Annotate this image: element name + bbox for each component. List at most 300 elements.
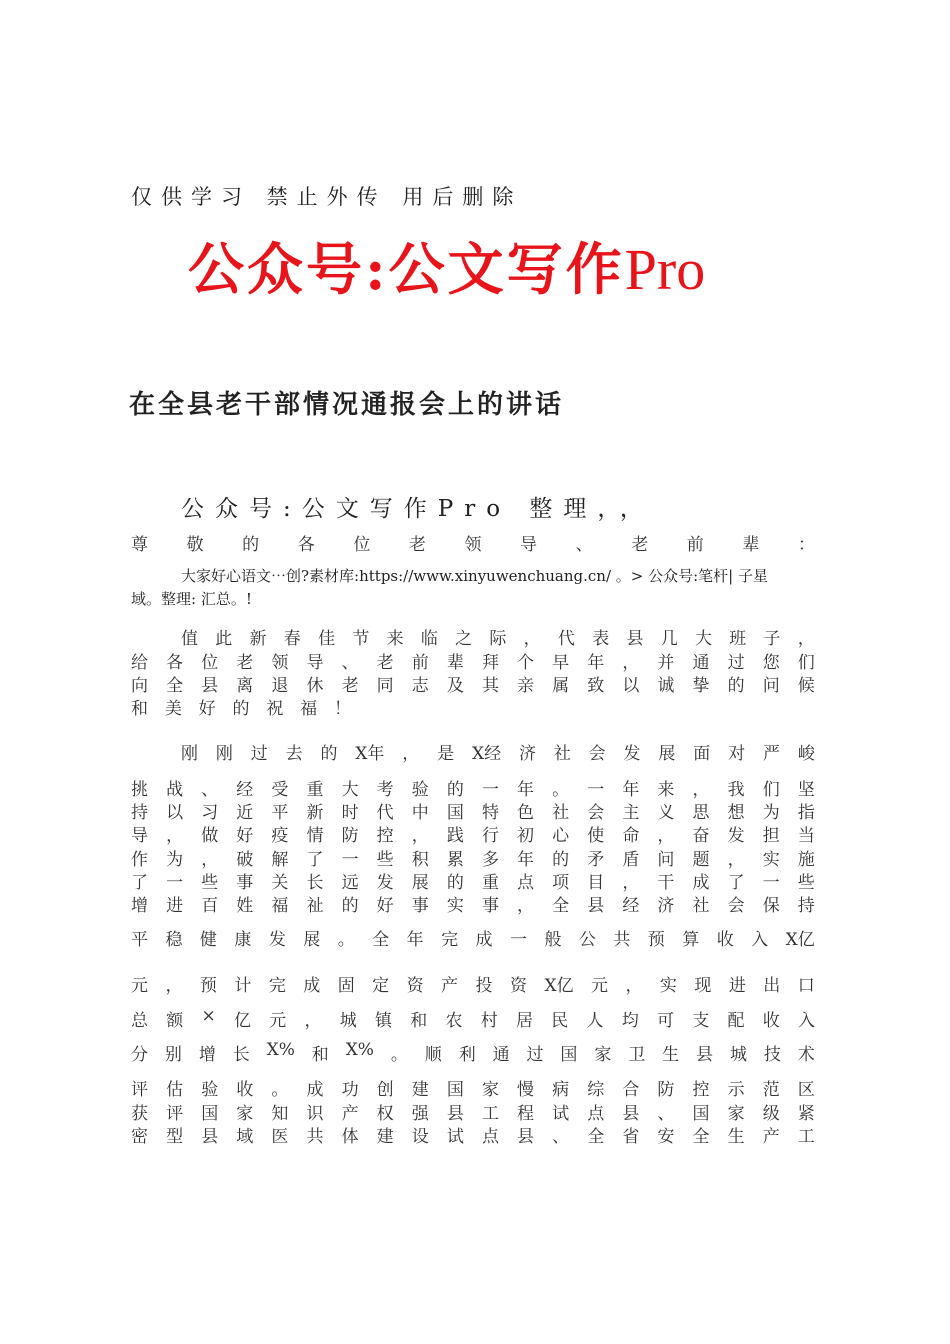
line-char: 我 — [727, 780, 745, 800]
line-char: 思 — [692, 803, 710, 823]
line-char: 共 — [613, 930, 631, 950]
line-char: 百 — [201, 896, 219, 916]
line-char: 验 — [411, 780, 429, 800]
line-char: 向 — [131, 676, 148, 696]
line-char: 初 — [517, 826, 535, 846]
line-char: 知 — [271, 1104, 289, 1124]
line-char: 祉 — [306, 896, 324, 916]
line-char: ， — [797, 629, 815, 649]
line-char: 是 — [437, 744, 455, 764]
line-char: 各 — [166, 653, 184, 673]
line-char: 当 — [797, 826, 815, 846]
line-char: 进 — [728, 976, 746, 996]
line-char: X亿 — [785, 930, 815, 950]
line-char: 平 — [131, 930, 148, 950]
line-char: 建 — [376, 1127, 394, 1147]
line-char: 领 — [464, 535, 482, 555]
line-char: 退 — [271, 676, 289, 696]
line-char: 关 — [271, 873, 289, 893]
line-char: 各 — [297, 535, 315, 555]
line-char: 县 — [446, 1104, 464, 1124]
line-char: 安 — [657, 1127, 675, 1147]
line-char: 的 — [446, 873, 464, 893]
line-char: 农 — [445, 1011, 463, 1031]
line-char: 的 — [242, 535, 260, 555]
line-char: 早 — [552, 653, 570, 673]
line-char: 人 — [586, 1011, 604, 1031]
line-char: 评 — [131, 1080, 148, 1100]
line-char: 的 — [232, 699, 250, 719]
line-char: 实 — [762, 850, 780, 870]
line-char: 实 — [659, 976, 677, 996]
body-line — [131, 775, 815, 800]
line-char: 践 — [446, 826, 464, 846]
line-char: 全 — [587, 1127, 605, 1147]
line-char: 范 — [762, 1080, 780, 1100]
line-char: 想 — [727, 803, 745, 823]
line-char: 心 — [552, 826, 570, 846]
line-char: 成 — [475, 930, 493, 950]
line-char: 成 — [306, 1080, 324, 1100]
line-char: 均 — [621, 1011, 639, 1031]
line-char: 事 — [481, 896, 499, 916]
line-char: 紧 — [797, 1104, 815, 1124]
line-char: 以 — [622, 676, 640, 696]
line-char: 年 — [587, 653, 605, 673]
line-char: 们 — [797, 653, 815, 673]
line-char: 发 — [623, 744, 641, 764]
line-char: 位 — [353, 535, 371, 555]
line-char: 权 — [376, 1104, 394, 1124]
line-char: 姓 — [236, 896, 254, 916]
line-char: 解 — [271, 850, 289, 870]
line-char: 算 — [682, 930, 700, 950]
line-char: 施 — [797, 850, 815, 870]
line-char: 义 — [657, 803, 675, 823]
body-line — [131, 971, 815, 996]
line-char: 中 — [411, 803, 429, 823]
line-char: 习 — [201, 803, 219, 823]
line-char: 亿 — [234, 1011, 251, 1031]
line-char: 担 — [762, 826, 780, 846]
line-char: 主 — [622, 803, 640, 823]
line-char: 之 — [455, 629, 473, 649]
line-char: 情 — [306, 826, 324, 846]
line-char: 发 — [268, 930, 286, 950]
line-char: 做 — [201, 826, 219, 846]
line-char: 发 — [376, 873, 394, 893]
line-char: 县 — [517, 1127, 535, 1147]
line-char: 设 — [411, 1127, 429, 1147]
line-char: 几 — [660, 629, 678, 649]
line-char: 行 — [481, 826, 499, 846]
line-char: 。 — [390, 1045, 408, 1065]
line-char: 。 — [337, 930, 355, 950]
line-char: 和 — [131, 699, 148, 719]
brand-banner — [188, 226, 705, 306]
line-char: 值 — [181, 629, 198, 649]
line-char: 离 — [236, 676, 254, 696]
body-line — [131, 821, 815, 846]
line-char: 破 — [236, 850, 254, 870]
line-char: 试 — [552, 1104, 570, 1124]
line-char: 战 — [166, 780, 184, 800]
line-char: 佳 — [318, 629, 336, 649]
line-char: 刚 — [181, 744, 198, 764]
line-char: 出 — [763, 976, 781, 996]
line-char: 成 — [692, 873, 710, 893]
line-char: 额 — [166, 1011, 184, 1031]
line-char: 、 — [575, 535, 593, 555]
line-char: 干 — [657, 873, 675, 893]
line-char: 近 — [236, 803, 254, 823]
line-char: X经 — [471, 744, 502, 764]
line-char: 卫 — [628, 1045, 646, 1065]
line-char: 保 — [762, 896, 780, 916]
line-char: 际 — [489, 629, 507, 649]
line-char: 远 — [341, 873, 359, 893]
line-char: 年 — [622, 780, 640, 800]
line-char: 计 — [234, 976, 252, 996]
line-char: 福 — [300, 699, 318, 719]
line-char: ， — [411, 826, 429, 846]
line-char: 疫 — [271, 826, 289, 846]
line-char: 家 — [594, 1045, 612, 1065]
line-char: 完 — [268, 976, 286, 996]
line-char: 奋 — [692, 826, 710, 846]
line-char: 产 — [762, 1127, 780, 1147]
line-char: 为 — [166, 850, 184, 870]
line-char: X年 — [355, 744, 385, 764]
line-char: 支 — [692, 1011, 710, 1031]
line-char: 功 — [341, 1080, 359, 1100]
line-char: 敬 — [186, 535, 204, 555]
line-char: 技 — [763, 1045, 781, 1065]
line-char: ， — [201, 850, 219, 870]
line-char: 的 — [320, 744, 338, 764]
line-char: 获 — [131, 1104, 148, 1124]
line-char: 矛 — [587, 850, 605, 870]
line-char: 位 — [201, 653, 219, 673]
line-char: 别 — [164, 1045, 182, 1065]
line-char: 实 — [446, 896, 464, 916]
line-char: 镇 — [375, 1011, 392, 1031]
line-char: 展 — [411, 873, 429, 893]
body-line — [131, 694, 351, 719]
line-char: 的 — [341, 896, 359, 916]
line-char: 严 — [762, 744, 780, 764]
line-char: 并 — [657, 653, 675, 673]
line-char: ， — [622, 873, 640, 893]
line-char: 表 — [592, 629, 610, 649]
notice-text: 仅供学习 禁止外传 用后删除 — [131, 185, 523, 209]
line-char: 展 — [658, 744, 676, 764]
line-char: 积 — [411, 850, 429, 870]
line-char: 家 — [236, 1104, 254, 1124]
line-char: 使 — [587, 826, 605, 846]
line-char: 过 — [727, 653, 745, 673]
line-char: 好 — [198, 699, 216, 719]
line-char: 领 — [271, 653, 289, 673]
line-char: 进 — [166, 896, 184, 916]
line-char: 以 — [166, 803, 184, 823]
line-char: 利 — [458, 1045, 476, 1065]
line-char: 去 — [285, 744, 303, 764]
line-char: 其 — [481, 676, 499, 696]
line-char: 坚 — [797, 780, 815, 800]
line-char: 病 — [552, 1080, 570, 1100]
salutation — [131, 530, 815, 555]
line-char: ， — [622, 653, 640, 673]
line-char: 一 — [481, 780, 499, 800]
line-char: 候 — [797, 676, 815, 696]
line-char: 体 — [341, 1127, 359, 1147]
line-char: 命 — [622, 826, 640, 846]
line-char: 及 — [446, 676, 464, 696]
line-char: 预 — [647, 930, 665, 950]
line-char: X亿 — [544, 976, 574, 996]
line-char: 些 — [376, 850, 394, 870]
line-char: 县 — [201, 676, 219, 696]
line-char: 通 — [692, 653, 710, 673]
line-char: 生 — [662, 1045, 680, 1065]
line-char: 会 — [727, 896, 745, 916]
line-char: 休 — [306, 676, 324, 696]
line-char: 和 — [410, 1011, 428, 1031]
line-char: 刚 — [215, 744, 233, 764]
line-char: 一 — [587, 780, 605, 800]
line-char: 平 — [271, 803, 289, 823]
line-char: 投 — [475, 976, 493, 996]
line-char: 收 — [762, 1011, 780, 1031]
line-char: 工 — [797, 1127, 815, 1147]
line-char: 生 — [727, 1127, 745, 1147]
line-char: 老 — [236, 653, 254, 673]
line-char: 目 — [587, 873, 605, 893]
line-char: 国 — [201, 1104, 219, 1124]
line-char: 春 — [283, 629, 301, 649]
line-char: 问 — [657, 850, 675, 870]
line-char: ， — [166, 826, 184, 846]
line-char: 防 — [657, 1080, 675, 1100]
line-char: ， — [625, 976, 643, 996]
line-char: 大 — [694, 629, 712, 649]
line-char: 省 — [622, 1127, 640, 1147]
line-char: 全 — [552, 896, 570, 916]
line-char: 元 — [269, 1011, 287, 1031]
line-char: 、 — [341, 653, 359, 673]
line-char: 估 — [166, 1080, 184, 1100]
line-char: 识 — [306, 1104, 324, 1124]
line-char: 程 — [517, 1104, 535, 1124]
line-char: 资 — [509, 976, 527, 996]
line-char: 来 — [657, 780, 675, 800]
line-char: 导 — [520, 535, 538, 555]
line-char: 子 — [763, 629, 781, 649]
line-char: 辈 — [742, 535, 760, 555]
line-char: 项 — [552, 873, 570, 893]
line-char: 了 — [306, 850, 324, 870]
line-char: 示 — [727, 1080, 745, 1100]
line-char: 会 — [588, 744, 606, 764]
line-char: 通 — [492, 1045, 510, 1065]
line-char: 点 — [517, 873, 535, 893]
line-char: ， — [165, 976, 183, 996]
line-char: 创 — [376, 1080, 394, 1100]
source-note: 大家好心语文⋯创?素材库:https://www.xinyuwenchuang.cn/ 。> 公众号:笔杆| 子星 — [181, 567, 769, 585]
line-char: 们 — [762, 780, 780, 800]
line-char: 县 — [622, 1104, 640, 1124]
line-char: 公 — [578, 930, 596, 950]
body-line — [181, 739, 815, 764]
line-char: 医 — [271, 1127, 289, 1147]
line-char: 型 — [166, 1127, 184, 1147]
line-char: 持 — [131, 803, 148, 823]
line-char: 前 — [411, 653, 429, 673]
line-char: ： — [797, 535, 815, 555]
line-char: 拜 — [481, 653, 499, 673]
body-line — [181, 624, 815, 649]
line-char: 入 — [751, 930, 769, 950]
line-char: 年 — [517, 780, 535, 800]
line-char: 长 — [306, 873, 324, 893]
line-char: 盾 — [622, 850, 640, 870]
line-char: 代 — [557, 629, 575, 649]
line-char: 增 — [198, 1045, 216, 1065]
document-title: 在全县老干部情况通报会上的讲话 — [129, 390, 565, 420]
line-char: 题 — [692, 850, 710, 870]
line-char: 事 — [411, 896, 429, 916]
line-char: 新 — [249, 629, 267, 649]
line-char: 致 — [587, 676, 605, 696]
line-char: 密 — [131, 1127, 148, 1147]
line-char: 综 — [587, 1080, 605, 1100]
line-char: 展 — [303, 930, 321, 950]
line-char: 了 — [727, 873, 745, 893]
body-line — [131, 648, 815, 673]
line-char: 城 — [339, 1011, 357, 1031]
line-char: 总 — [131, 1011, 148, 1031]
line-char: 产 — [441, 976, 459, 996]
line-char: 新 — [306, 803, 324, 823]
line-char: 控 — [692, 1080, 710, 1100]
line-char: 经 — [622, 896, 640, 916]
line-char: 完 — [441, 930, 459, 950]
line-char: 的 — [552, 850, 570, 870]
line-char: 点 — [587, 1104, 605, 1124]
body-line — [131, 891, 815, 916]
line-char: 元 — [131, 976, 148, 996]
line-char: 尊 — [131, 535, 148, 555]
line-char: 好 — [236, 826, 254, 846]
brand-latin: Pro — [624, 237, 706, 302]
line-char: 。 — [271, 1080, 289, 1100]
line-char: ， — [304, 1011, 322, 1031]
line-char: 峻 — [797, 744, 815, 764]
line-char: 验 — [201, 1080, 219, 1100]
line-char: 志 — [411, 676, 429, 696]
line-char: 国 — [560, 1045, 578, 1065]
line-char: 一 — [166, 873, 184, 893]
line-char: 的 — [727, 676, 745, 696]
line-char: 多 — [481, 850, 499, 870]
line-char: 发 — [727, 826, 745, 846]
line-char: 社 — [692, 896, 710, 916]
line-char: 民 — [551, 1011, 569, 1031]
line-char: 工 — [481, 1104, 499, 1124]
line-char: 健 — [199, 930, 217, 950]
body-line — [131, 845, 815, 870]
line-char: 美 — [164, 699, 182, 719]
line-char: 全 — [372, 930, 390, 950]
line-char: 区 — [797, 1080, 815, 1100]
line-char: ！ — [333, 699, 351, 719]
line-char: 入 — [798, 1011, 815, 1031]
line-char: 现 — [694, 976, 712, 996]
body-line — [131, 1075, 815, 1100]
line-char: 作 — [131, 850, 148, 870]
line-char: 。 — [552, 780, 570, 800]
line-char: 过 — [526, 1045, 544, 1065]
line-char: 对 — [728, 744, 746, 764]
line-char: 重 — [481, 873, 499, 893]
line-char: 老 — [376, 653, 394, 673]
body-line — [131, 925, 815, 950]
line-char: ， — [523, 629, 541, 649]
line-char: 经 — [236, 780, 254, 800]
line-char: 同 — [376, 676, 394, 696]
line-char: 、 — [657, 1104, 675, 1124]
line-char: × — [201, 1006, 216, 1026]
line-char: 节 — [352, 629, 370, 649]
line-char: 增 — [131, 896, 148, 916]
line-char: 全 — [692, 1127, 710, 1147]
line-char: 问 — [762, 676, 780, 696]
line-char: 合 — [622, 1080, 640, 1100]
line-char: 配 — [727, 1011, 745, 1031]
line-char: 试 — [446, 1127, 464, 1147]
line-char: 和 — [311, 1045, 329, 1065]
line-char: 建 — [411, 1080, 429, 1100]
line-char: ， — [402, 744, 420, 764]
line-char: 济 — [518, 744, 536, 764]
line-char: 一 — [762, 873, 780, 893]
line-char: 资 — [406, 976, 424, 996]
line-char: 临 — [420, 629, 438, 649]
line-char: 康 — [234, 930, 252, 950]
line-char: 大 — [341, 780, 359, 800]
line-char: ， — [692, 780, 710, 800]
line-char: 收 — [716, 930, 734, 950]
line-char: 城 — [729, 1045, 747, 1065]
line-char: 一 — [341, 850, 359, 870]
line-char: 代 — [376, 803, 394, 823]
line-char: 指 — [797, 803, 815, 823]
line-char: 国 — [446, 1080, 464, 1100]
line-char: 老 — [408, 535, 426, 555]
line-char: 年 — [406, 930, 424, 950]
line-char: 时 — [341, 803, 359, 823]
line-char: 村 — [480, 1011, 498, 1031]
line-char: 般 — [544, 930, 562, 950]
line-char: 累 — [446, 850, 464, 870]
line-char: 县 — [696, 1045, 714, 1065]
line-char: 事 — [236, 873, 254, 893]
line-char: ， — [517, 896, 535, 916]
line-char: 过 — [250, 744, 268, 764]
line-char: 济 — [657, 896, 675, 916]
line-char: 前 — [686, 535, 704, 555]
